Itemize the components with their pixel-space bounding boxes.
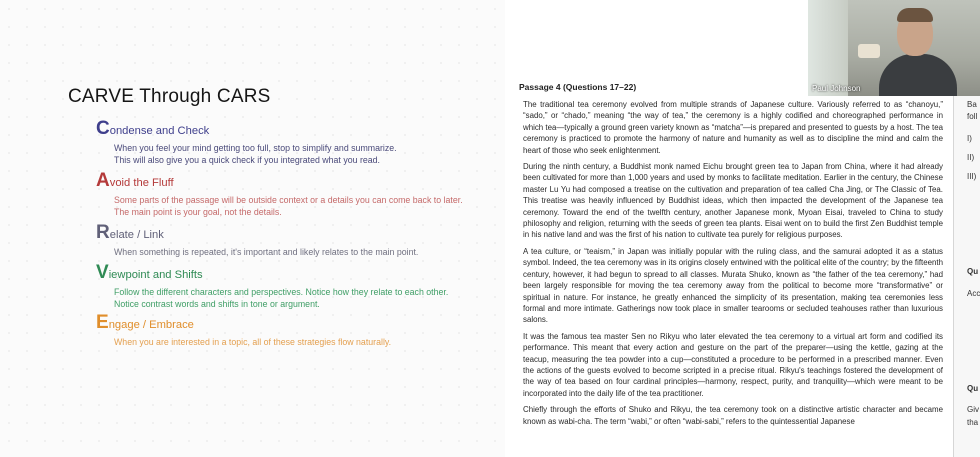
strategy-heading — [96, 170, 463, 192]
strategy-viewpoint — [96, 262, 448, 310]
strategy-letter: E — [96, 312, 109, 333]
passage-paragraph: It was the famous tea master Sen no Rikyu who later elevated the tea ceremony to a virtual art form and codified its performance. This meant that every action and gesture on the part of the preparer—using the kettle, gazing at the teacup, measuring the tea powder into a cup—constituted a procedure to be performed in a prescribed manner. Even the actions of the guests evolved to become scripted in a precise ritual. Rikyu's teachings fostered the development of the way of tea based on four cardinal principles—harmony, respect, purity, and tranquility—which were meant to be incorporated into the daily life of the tea practitioner. — [523, 331, 943, 398]
strategy-title: void the Fluff — [109, 177, 174, 189]
strategy-avoid — [96, 170, 463, 218]
strategy-desc-line: This will also give you a quick check if you integrated what you read. — [114, 155, 380, 165]
presenter-hair — [897, 8, 933, 22]
strategy-letter: R — [96, 222, 110, 243]
strategy-title: elate / Link — [109, 229, 164, 241]
question-fragment: II) — [967, 153, 975, 162]
strategy-desc-line: When you feel your mind getting too full, stop to simplify and summarize. — [114, 143, 397, 153]
strategy-relate — [96, 222, 418, 258]
strategy-desc-line: When you are interested in a topic, all of these strategies flow naturally. — [114, 337, 392, 347]
strategy-letter: V — [96, 262, 109, 283]
question-fragment: III) — [967, 172, 977, 181]
presenter-body — [879, 54, 957, 96]
passage-body — [523, 99, 943, 432]
strategy-letter: C — [96, 118, 110, 139]
strategy-desc-line: Some parts of the passage will be outside context or a details you can come back to later. — [114, 195, 463, 205]
strategy-title: ngage / Embrace — [108, 319, 194, 331]
passage-paragraph: A tea culture, or “teaism,” in Japan was initially popular with the ruling class, and the samurai adopted it as a status symbol. Indeed, the tea ceremony was in its origins closely entwined with the political elite of the country; by the fifteenth century, however, it had begun to spread to all classes. Murata Shuko, known as “the father of the tea ceremony,” had been largely responsible for moving the tea ceremony away from the political to become more “transformative” or spiritual in nature. For instance, he greatly enhanced the simplicity of its presentation, making tea ceremonies less formal and more intimate. Gatherings now took place in smaller tearooms or secluded teahouses rather than luxurious salons. — [523, 246, 943, 325]
background-lamp — [858, 44, 880, 58]
strategy-title: iewpoint and Shifts — [108, 269, 203, 281]
strategy-letter: A — [96, 170, 110, 191]
question-fragment: Giv — [967, 405, 979, 414]
passage-paragraph: During the ninth century, a Buddhist monk named Eichu brought green tea to Japan from China, where it had already been cultivated for more than 1,000 years and used by monks to facilitate meditation. Earlier in the century, the Chinese master Lu Yu had composed a treatise on the cultivation and preparation of tea called Cha Jing, or The Classic of Tea. This treatise was heavily influenced by Buddhist ideas, which then impacted the development of the Japanese tea ceremony. Toward the end of the twelfth century, another Japanese monk, Myoan Eisai, traveled to China to study philosophy and religion, returning with the seeds of green tea plants. Eisai went on to build the first Zen Buddhist temple in his native land and was the first of his nation to cultivate tea purely for religious purposes. — [523, 162, 943, 240]
strategy-desc-line: Notice contrast words and shifts in tone or argument. — [114, 299, 320, 309]
passage-paragraph: The traditional tea ceremony evolved from multiple strands of Japanese culture. Variously referred to as “chanoyu,” “sado,” or “chado,” meaning “the way of tea,” the ceremony is a highly codified and choreographed performance in which tea—typically a ground green variety known as “matcha”—is prepared and presented to guests by a host. The tea ceremony is practiced to promote the harmony of nature and humanity as well as to discipline the mind and calm the heart of those who seek enlightenment. — [523, 100, 943, 155]
strategy-condense — [96, 118, 397, 166]
strategy-desc-line: The main point is your goal, not the details. — [114, 207, 282, 217]
question-fragment: Qu — [967, 384, 979, 393]
strategy-heading — [96, 312, 391, 334]
question-fragment: foll — [967, 112, 978, 121]
question-fragment: Qu — [967, 267, 979, 276]
question-fragment: I) — [967, 134, 972, 143]
question-fragment: tha — [967, 418, 979, 427]
question-fragment: Ba — [967, 100, 977, 109]
strategy-heading — [96, 118, 397, 140]
background-window — [808, 0, 848, 96]
webcam-video[interactable] — [808, 0, 980, 96]
strategy-heading — [96, 262, 448, 284]
participant-name: Paul Johnson — [812, 84, 861, 93]
slide-title: CARVE Through CARS — [68, 86, 271, 107]
passage-paragraph: Chiefly through the efforts of Shuko and Rikyu, the tea ceremony took on a distinctive artistic character and became known as wabi-cha. The term “wabi,” or often “wabi-sabi,” refers to the quintessential Japanese — [523, 405, 943, 426]
question-fragment: Acc — [967, 289, 980, 298]
strategy-engage — [96, 312, 391, 348]
strategy-desc-line: When something is repeated, it's important and likely relates to the main point. — [114, 247, 419, 257]
strategy-heading — [96, 222, 418, 244]
passage-header: Passage 4 (Questions 17–22) — [519, 82, 637, 92]
strategy-desc-line: Follow the different characters and perspectives. Notice how they relate to each other. — [114, 287, 449, 297]
strategy-title: ondense and Check — [109, 125, 210, 137]
